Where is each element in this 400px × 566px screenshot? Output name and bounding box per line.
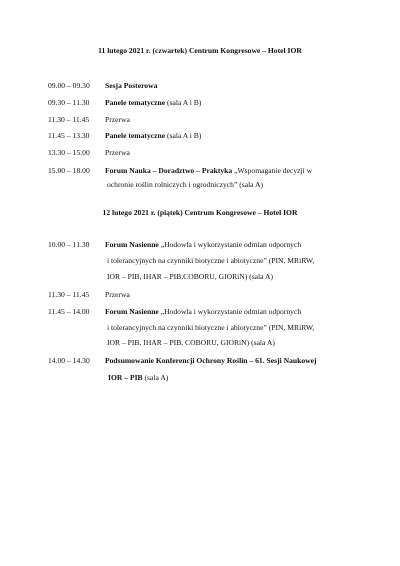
- item-continuation: i tolerancyjnych na czynniki biotyczne i abiotyczne” (PIN, MRiRW,: [107, 323, 315, 332]
- item-time: 15.00 – 18.00: [48, 166, 90, 175]
- item-text: [105, 131, 201, 140]
- item-title: Sesja Posterowa: [105, 81, 158, 90]
- item-time: 09.00 – 09.30: [48, 81, 90, 90]
- item-rest: Przerwa: [105, 148, 130, 157]
- item-time: 11.30 – 11.45: [48, 290, 90, 299]
- item-continuation: IOR – PIB, IHAR – PIB, COBORU, GIORiN) (sala A): [107, 338, 275, 347]
- item-continuation: i tolerancyjnych na czynniki biotyczne i abiotyczne” (PIN, MRiRW,: [107, 256, 315, 265]
- item-rest: (sala A i B): [165, 98, 202, 107]
- item-time: 09.30 – 11.30: [48, 98, 90, 107]
- item-rest: Przerwa: [105, 290, 130, 299]
- item-title: Podsumowanie Konferencji Ochrony Roślin – 61. Sesji Naukowej: [105, 356, 317, 365]
- item-text: [105, 307, 301, 316]
- item-title-cont: IOR – PIB: [108, 373, 143, 382]
- item-text: [105, 115, 130, 124]
- item-time: 11.45 – 13.30: [48, 131, 90, 140]
- item-title: Forum Nasienne: [105, 240, 159, 249]
- item-title: Forum Nauka – Doradztwo – Praktyka: [105, 166, 233, 175]
- item-time: 10.00 – 11.30: [48, 240, 90, 249]
- item-continuation: ochronie roślin rolniczych i ogrodniczych” (sala A): [107, 180, 264, 189]
- item-text: [105, 81, 157, 90]
- item-rest: „Hodowla i wykorzystanie odmian odpornych: [158, 307, 302, 316]
- item-text: [105, 98, 201, 107]
- item-continuation: [108, 373, 168, 382]
- item-time: 11.45 – 14.00: [48, 307, 90, 316]
- item-text: [105, 290, 130, 299]
- item-rest: (sala A): [142, 373, 169, 382]
- item-rest: Przerwa: [105, 115, 130, 124]
- item-continuation: IOR – PIB, IHAR – PIB,COBORU, GIORiN) (sala A): [107, 272, 274, 281]
- item-rest: (sala A i B): [165, 131, 202, 140]
- item-title: Forum Nasienne: [105, 307, 159, 316]
- item-rest: „Hodowla i wykorzystanie odmian odpornych: [158, 240, 302, 249]
- item-title: Panele tematyczne: [105, 98, 166, 107]
- item-time: 11.30 – 11.45: [48, 115, 90, 124]
- item-rest: „Wspomaganie decyzji w: [232, 166, 313, 175]
- day2-heading: 12 lutego 2021 r. (piątek) Centrum Kongresowe – Hotel IOR: [102, 208, 298, 217]
- item-text: [105, 166, 312, 175]
- item-text: [105, 240, 301, 249]
- item-text: [105, 356, 317, 365]
- item-time: 14.00 – 14.30: [48, 356, 90, 365]
- item-time: 13.30 – 15.00: [48, 148, 90, 157]
- day1-heading: 11 lutego 2021 r. (czwartek) Centrum Kongresowe – Hotel IOR: [98, 46, 302, 55]
- item-title: Panele tematyczne: [105, 131, 166, 140]
- item-text: [105, 148, 130, 157]
